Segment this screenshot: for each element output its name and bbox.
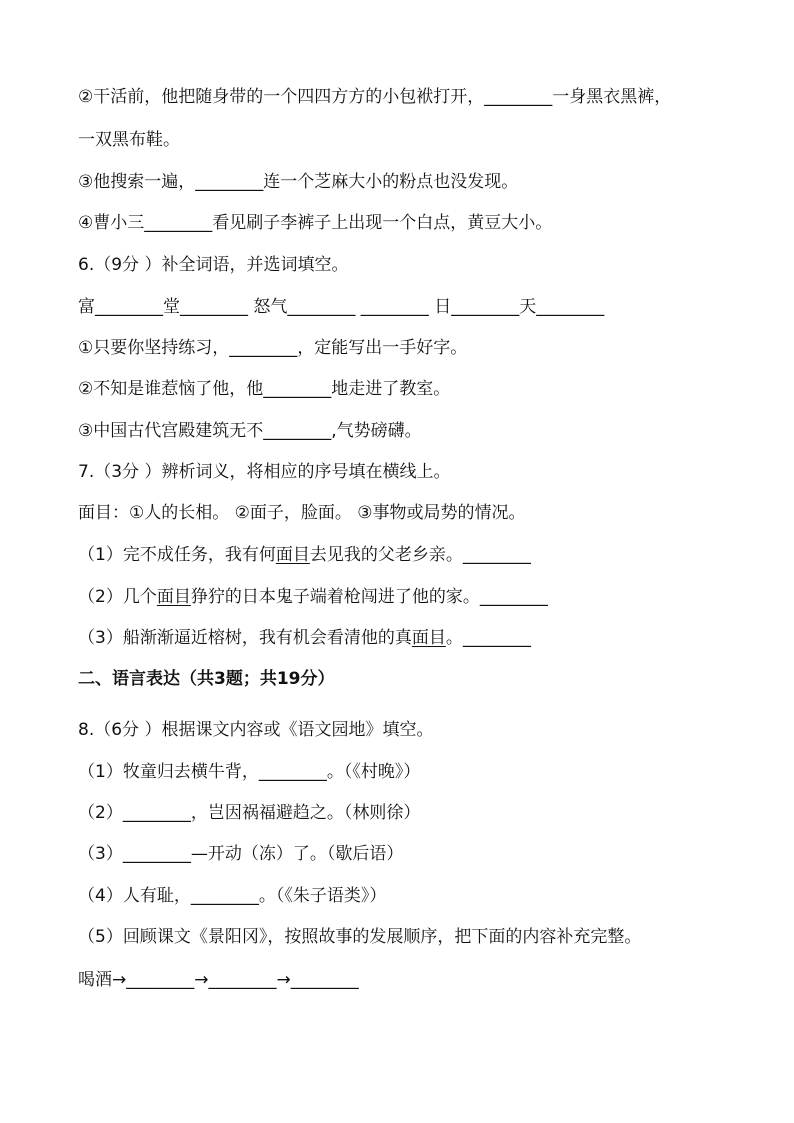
- q7-s3-post: 。________: [445, 628, 531, 648]
- exercise-line-2: 一双黑布鞋。: [78, 130, 180, 150]
- word-meanings: 面目：①人的长相。 ②面子，脸面。 ③事物或局势的情况。: [78, 503, 526, 523]
- story-sequence: 喝酒→________→________→________: [78, 970, 359, 990]
- q7-s2-pre: （2）几个: [78, 587, 157, 607]
- q8-item-2: （2）________，岂因祸福避趋之。（林则徐）: [78, 803, 421, 823]
- q8-item-4: （4）人有耻，________。（《朱子语类》）: [78, 886, 387, 906]
- q7-sentence-2: [78, 585, 548, 609]
- exercise-line-4: ④曹小三________看见刷子李裤子上出现一个白点，黄豆大小。: [78, 213, 553, 233]
- q7-s1-post: 去见我的父老乡亲。________: [309, 545, 531, 565]
- question-8-heading: 8.（6分 ）根据课文内容或《语文园地》填空。: [78, 720, 434, 740]
- q6-sentence-3: ③中国古代宫殿建筑无不________,气势磅礴。: [78, 421, 422, 441]
- q7-s1-underlined-word: 面目: [275, 545, 310, 565]
- q7-s1-pre: （1）完不成任务，我有何: [78, 545, 276, 565]
- question-6-heading: 6.（9分 ）补全词语，并选词填空。: [78, 255, 349, 275]
- q8-item-3: （3）________—开动（冻）了。（歇后语）: [78, 844, 404, 864]
- q7-s3-pre: （3）船渐渐逼近榕树，我有机会看清他的真: [78, 628, 412, 648]
- q7-s2-post: 狰狞的日本鬼子端着枪闯进了他的家。________: [190, 587, 548, 607]
- q8-item-5: （5）回顾课文《景阳冈》，按照故事的发展顺序，把下面的内容补充完整。: [78, 927, 642, 947]
- q7-sentence-1: [78, 543, 531, 567]
- exercise-line-1: ②干活前，他把随身带的一个四四方方的小包袱打开，________一身黑衣黑裤，: [78, 87, 672, 107]
- exercise-line-3: ③他搜索一遍，________连一个芝麻大小的粉点也没发现。: [78, 172, 519, 192]
- q6-sentence-2: ②不知是谁惹恼了他，他________地走进了教室。: [78, 379, 451, 399]
- q6-sentence-1: ①只要你坚持练习，________，定能写出一手好字。: [78, 338, 468, 358]
- q7-s3-underlined-word: 面目: [411, 628, 446, 648]
- q7-s2-underlined-word: 面目: [156, 587, 191, 607]
- question-7-heading: 7.（3分 ）辨析词义，将相应的序号填在横线上。: [78, 462, 451, 482]
- section-2-heading: 二、语言表达（共3题；共19分）: [78, 669, 335, 689]
- q8-item-1: （1）牧童归去横牛背，________。（《村晚》）: [78, 762, 421, 782]
- q7-sentence-3: [78, 626, 531, 650]
- word-completion-blanks: 富________堂________ 怒气________ ________ 日________天________: [78, 297, 605, 317]
